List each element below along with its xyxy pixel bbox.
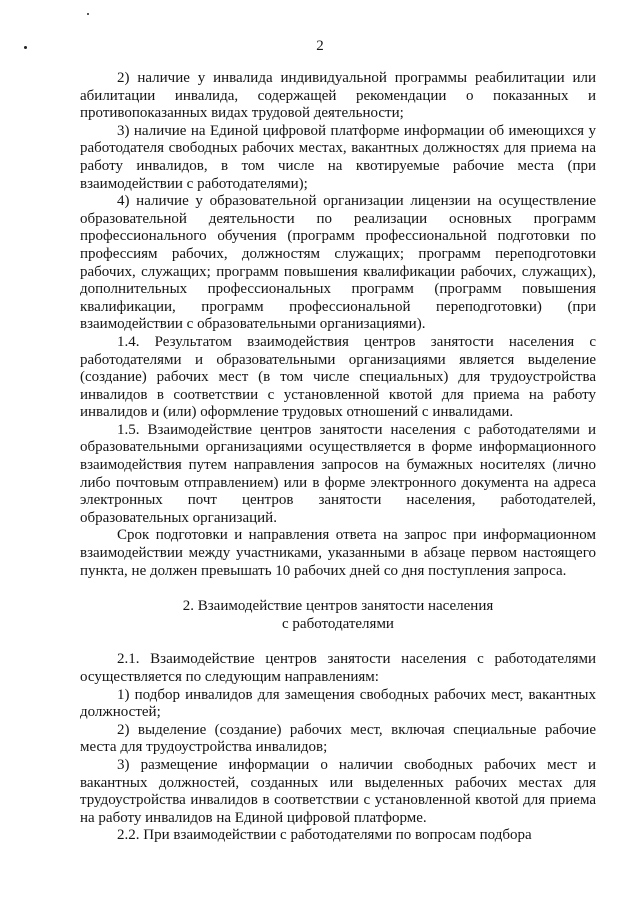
scan-mark — [87, 13, 89, 15]
paragraph: 3) размещение информации о наличии свободных рабочих мест и вакантных должностей, созданных или выделенных рабочих местах для трудоустройства инвалидов в соответствии с установленной квотой для приема на работу инвалидов на Единой цифровой платформе. — [80, 756, 596, 826]
paragraph: 3) наличие на Единой цифровой платформе информации об имеющихся у работодателя свободных рабочих местах, вакантных должностях для приема на работу инвалидов, в том числе на квотируемые рабочие места (при взаимодействии с работодателями); — [80, 122, 596, 192]
paragraph: 1.5. Взаимодействие центров занятости населения с работодателями и образовательными организациями осуществляется в форме информационного взаимодействия путем направления запросов на бумажных носителях (лично либо почтовым отправлением) или в форме электронного документа на адреса электронных почт центров занятости населения, работодателей, образовательных организаций. — [80, 421, 596, 526]
section-title-line: 2. Взаимодействие центров занятости населения — [182, 598, 494, 615]
section-title-line: с работодателями — [282, 615, 394, 632]
paragraph: 4) наличие у образовательной организации лицензии на осуществление образовательной деятельности по реализации основных программ профессионального обучения (программ профессиональной подготовки по профессиям рабочих, должностям служащих; программ переподготовки рабочих, служащих; программ повышения квалификации рабочих, служащих), дополнительных профессиональных программ (программ повышения квалификации, программ профессиональной переподготовки) (при взаимодействии с образовательными организациями). — [80, 193, 596, 333]
paragraph: 2.2. При взаимодействии с работодателями по вопросам подбора — [117, 827, 532, 844]
document-body — [80, 70, 596, 845]
paragraph: 2) выделение (создание) рабочих мест, включая специальные рабочие места для трудоустройства инвалидов; — [80, 721, 596, 756]
paragraph: 2.1. Взаимодействие центров занятости населения с работодателями осуществляется по следующим направлениям: — [80, 651, 596, 685]
section-title — [80, 598, 596, 633]
paragraph: 2) наличие у инвалида индивидуальной программы реабилитации или абилитации инвалида, содержащей рекомендации о показанных и противопоказанных видах трудовой деятельности; — [80, 70, 596, 122]
paragraph: 1.4. Результатом взаимодействия центров занятости населения с работодателями и образовательными организациями является выделение (создание) рабочих мест (в том числе специальных) для трудоустройства инвалидов в соответствии с установленной квотой для приема на работу инвалидов и (или) оформление трудовых отношений с инвалидами. — [80, 333, 596, 421]
page-number: 2 — [316, 38, 324, 54]
paragraph: 1) подбор инвалидов для замещения свободных рабочих мест, вакантных должностей; — [80, 686, 596, 721]
paragraph: Срок подготовки и направления ответа на запрос при информационном взаимодействии между участниками, указанными в абзаце первом настоящего пункта, не должен превышать 10 рабочих дней со дня поступления запроса. — [80, 527, 596, 579]
